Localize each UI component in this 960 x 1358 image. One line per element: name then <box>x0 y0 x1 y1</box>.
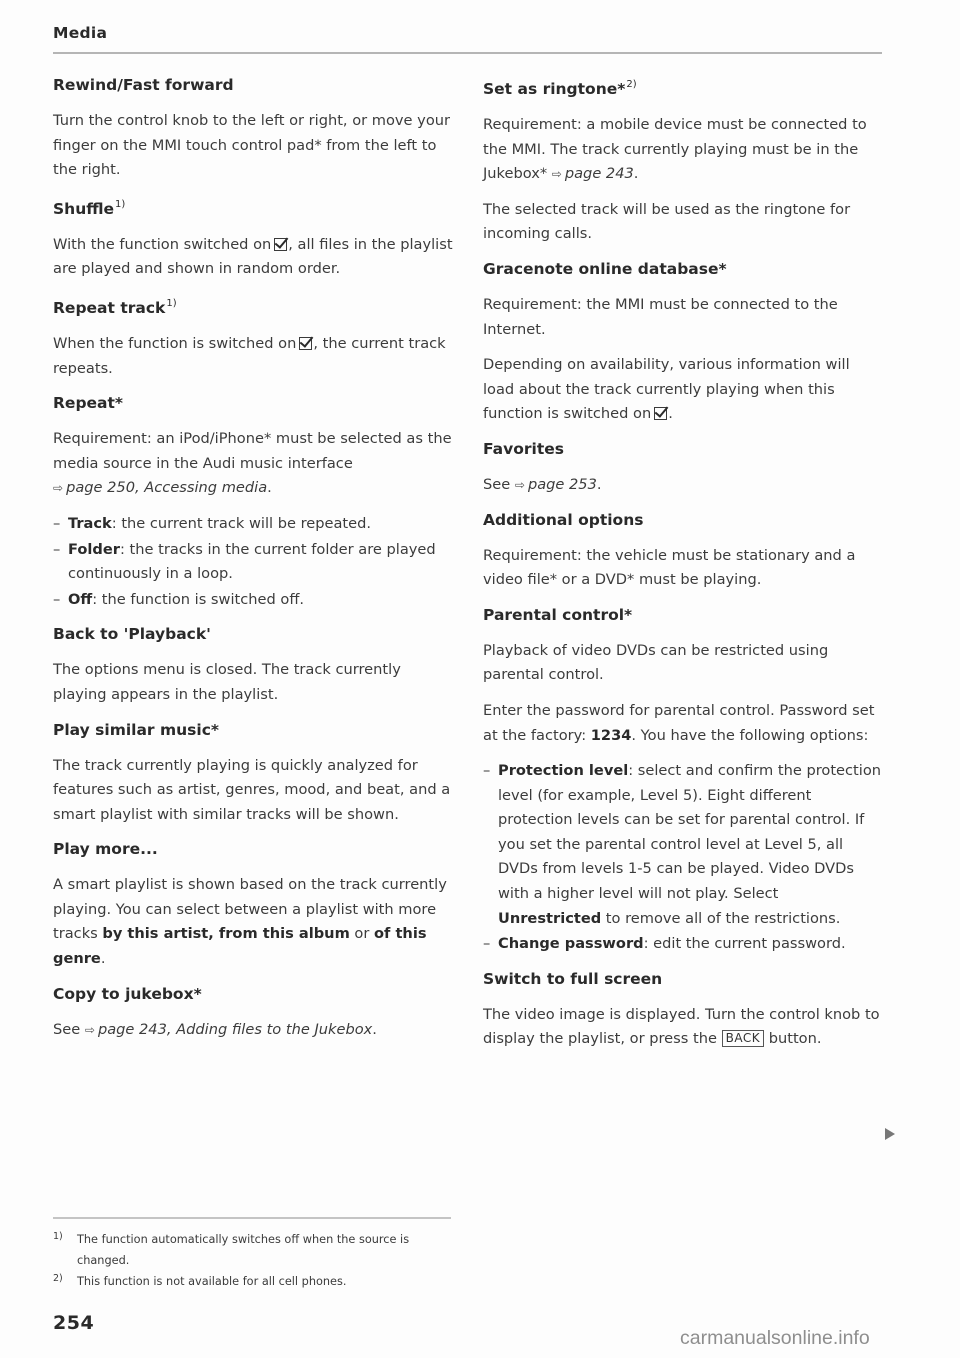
text-play-similar: The track currently playing is quickly analyzed for features such as artist, genres, mood, and beat, and a smart playlist with similar tracks will be shown. <box>53 756 451 823</box>
footnote-ref-1[interactable]: 1) <box>166 297 177 309</box>
text-shuffle: With the function switched on , all files in the playlist are played and shown in random order. <box>53 235 453 278</box>
page-ref-link[interactable]: ⇨ page 243, Adding files to the Jukebox <box>84 1020 373 1038</box>
text-repeat-track: When the function is switched on , the current track repeats. <box>53 334 446 377</box>
heading-additional-options: Additional options <box>483 510 644 529</box>
section-ringtone <box>483 74 883 247</box>
text-full-screen: The video image is displayed. Turn the control knob to display the playlist, or press the BACK button. <box>483 1005 880 1048</box>
page-ref-link[interactable]: ⇨ page 243 <box>551 165 634 183</box>
section-repeat <box>53 392 453 612</box>
arrow-right-icon: ⇨ <box>551 167 562 182</box>
left-column <box>53 74 453 1053</box>
section-play-similar <box>53 719 453 828</box>
checkbox-checked-icon <box>274 238 287 251</box>
heading-repeat-track: Repeat track$^{1)}$ <box>53 297 177 317</box>
text-parental-password: Enter the password for parental control. Password set at the factory: 1234. You have the following options: <box>483 701 875 744</box>
section-play-more <box>53 838 453 971</box>
text-ringtone-requirement: Requirement: a mobile device must be connected to the MMI. The track currently playing must be in the Jukebox* ⇨ page 243. <box>483 116 867 183</box>
heading-full-screen: Switch to full screen <box>483 969 663 988</box>
page-header <box>53 24 882 42</box>
footnote-ref-2[interactable]: 2) <box>626 79 637 90</box>
arrow-right-icon: ⇨ <box>84 1022 95 1037</box>
list-item: – Folder: the tracks in the current folder are played continuously in a loop. <box>53 540 436 583</box>
section-shuffle <box>53 194 453 282</box>
arrow-right-icon: ⇨ <box>514 477 525 492</box>
arrow-right-icon: ⇨ <box>53 481 64 496</box>
section-repeat-track <box>53 293 453 381</box>
text-back-to-playback: The options menu is closed. The track currently playing appears in the playlist. <box>53 661 401 703</box>
list-item: – Track: the current track will be repeated. <box>53 514 372 532</box>
heading-repeat: Repeat* <box>53 394 124 413</box>
heading-rewind: Rewind/Fast forward <box>53 76 234 94</box>
parental-options-list <box>483 759 883 957</box>
heading-back-to-playback: Back to 'Playback' <box>53 625 211 644</box>
section-back-to-playback <box>53 623 453 707</box>
watermark: carmanualsonline.info <box>680 1327 870 1349</box>
list-item: – Protection level: select and confirm the protection level (for example, Level 5). Eight different protection levels can be set for parental control. If you set the parental control level at Level 5, all DVDs from levels 1-5 can be played. Video DVDs with a higher level will not play. Select Unrestricted to remove all of the restrictions. <box>483 762 882 927</box>
continue-arrow-icon <box>885 1128 895 1140</box>
page-ref-link[interactable]: ⇨ page 253 <box>514 475 597 493</box>
heading-play-more: Play more... <box>53 840 158 859</box>
back-key-badge: BACK <box>722 1030 764 1047</box>
heading-play-similar: Play similar music* <box>53 720 219 739</box>
header-rule <box>53 52 882 54</box>
list-item: – Change password: edit the current password. <box>483 935 846 953</box>
section-gracenote <box>483 258 883 427</box>
list-item: – Off: the function is switched off. <box>53 590 305 608</box>
section-copy-jukebox <box>53 983 453 1043</box>
heading-favorites: Favorites <box>483 439 564 458</box>
footnote-ref-1[interactable]: 1) <box>115 198 126 210</box>
footnote-2: 2) This function is not available for all cell phones. <box>53 1272 347 1288</box>
factory-password: 1234 <box>590 726 632 744</box>
footnote-1: 1) The function automatically switches off when the source is changed. <box>53 1230 410 1267</box>
footnotes <box>53 1217 451 1292</box>
section-favorites <box>483 438 883 498</box>
heading-gracenote: Gracenote online database* <box>483 259 727 278</box>
text-gracenote-requirement: Requirement: the MMI must be connected to the Internet. <box>483 295 838 338</box>
section-additional-options <box>483 509 883 593</box>
page-number: 254 <box>53 1312 95 1334</box>
heading-parental-control: Parental control* <box>483 605 633 624</box>
checkbox-checked-icon <box>299 337 312 350</box>
section-title: Media <box>53 24 108 42</box>
text-play-more: A smart playlist is shown based on the track currently playing. You can select between a playlist with more tracks by this artist, from this album or of this genre. <box>53 876 447 968</box>
text-ringtone: The selected track will be used as the ringtone for incoming calls. <box>483 200 851 243</box>
page-ref-link[interactable]: ⇨ page 250, Accessing media <box>53 479 268 497</box>
text-parental-intro: Playback of video DVDs can be restricted using parental control. <box>483 641 829 684</box>
checkbox-checked-icon <box>654 407 667 420</box>
section-rewind <box>53 74 453 183</box>
text-favorites: See ⇨ page 253. <box>483 475 602 493</box>
text-rewind: Turn the control knob to the left or right, or move your finger on the MMI touch control pad* from the left to the right. <box>53 112 450 179</box>
text-additional-options: Requirement: the vehicle must be stationary and a video file* or a DVD* must be playing. <box>483 546 856 589</box>
section-parental-control <box>483 604 883 957</box>
footnote-rule <box>53 1217 451 1219</box>
heading-shuffle: Shuffle$^{1)}$ <box>53 198 126 218</box>
repeat-options-list <box>53 512 453 612</box>
heading-ringtone: Set as ringtone*$^{2)}$ <box>483 79 637 98</box>
text-repeat: Requirement: an iPod/iPhone* must be selected as the media source in the Audi music interface ⇨ page 250, Accessing media. <box>53 430 452 497</box>
text-gracenote: Depending on availability, various information will load about the track currently playing when this function is switched on . <box>483 356 850 423</box>
section-full-screen <box>483 968 883 1052</box>
right-column <box>483 74 883 1063</box>
heading-copy-jukebox: Copy to jukebox* <box>53 984 202 1003</box>
text-copy-jukebox: See ⇨ page 243, Adding files to the Jukebox. <box>53 1020 377 1038</box>
